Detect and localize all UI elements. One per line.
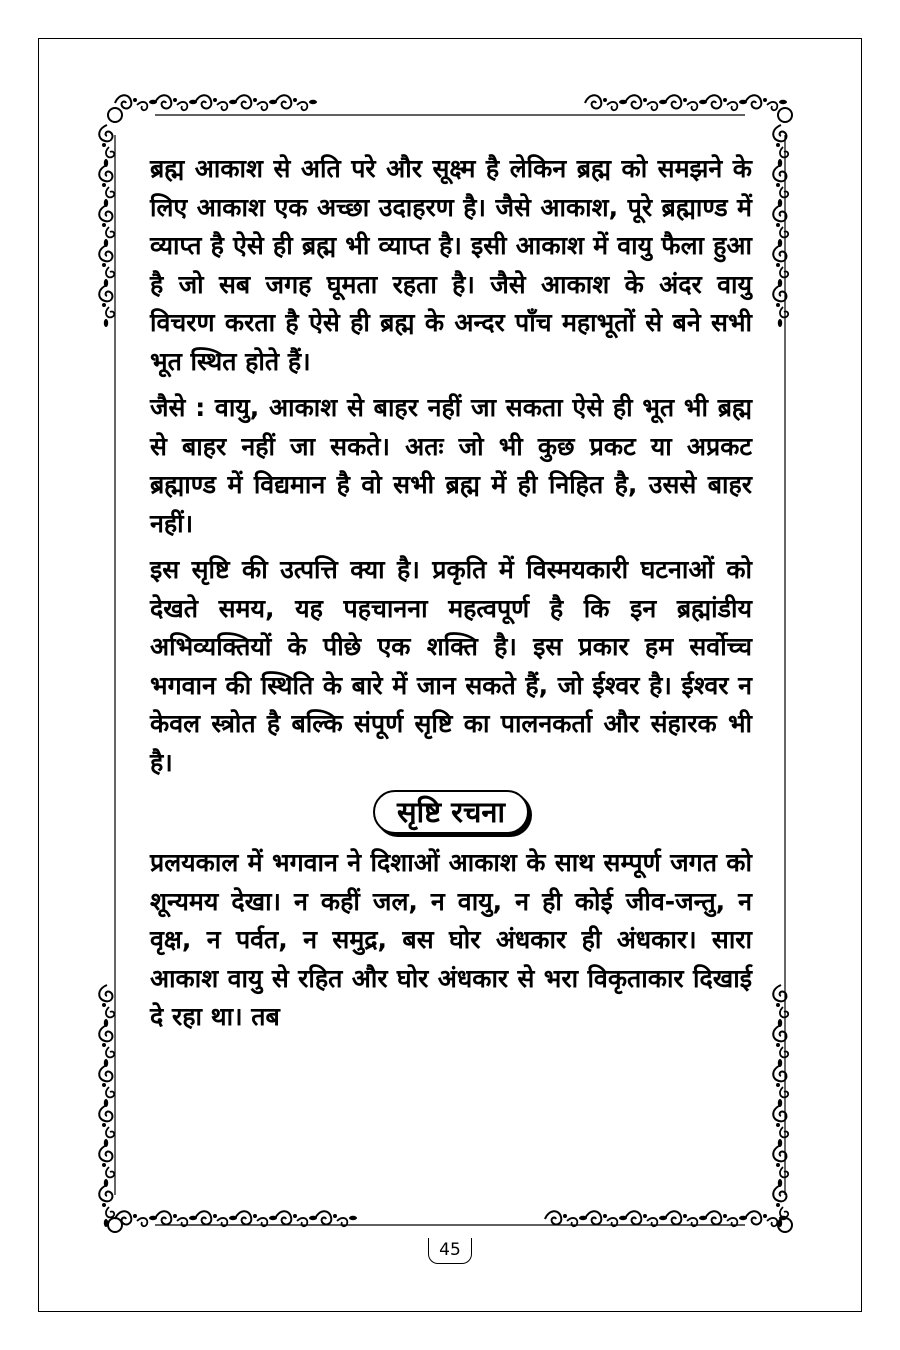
section-heading: सृष्टि रचना <box>373 790 529 834</box>
paragraph-1: ब्रह्म आकाश से अति परे और सूक्ष्म है लेकिन ब्रह्म को समझने के लिए आकाश एक अच्छा उदाहरण है। जैसे आकाश, पूरे ब्रह्माण्ड में व्याप्त है ऐसे ही ब्रह्म भी व्याप्त है। इसी आकाश में वायु फैला हुआ है जो सब जगह घूमता रहता है। जैसे आकाश के अंदर वायु विचरण करता है ऐसे ही ब्रह्म के अन्दर पाँच महाभूतों से बने सभी भूत स्थित होते हैं। <box>150 154 752 376</box>
page-content <box>150 150 752 1045</box>
paragraph-3: इस सृष्टि की उत्पत्ति क्या है। प्रकृति में विस्मयकारी घटनाओं को देखते समय, यह पहचानना महत्वपूर्ण है कि इन ब्रह्मांडीय अभिव्यक्तियों के पीछे एक शक्ति है। इस प्रकार हम सर्वोच्च भगवान की स्थिति के बारे में जान सकते हैं, जो ईश्वर है। ईश्वर न केवल स्त्रोत है बल्कि संपूर्ण सृष्टि का पालनकर्ता और संहारक भी है। <box>150 555 752 777</box>
page-number: 45 <box>428 1238 472 1264</box>
section-heading-wrapper <box>150 790 752 834</box>
paragraph-2: जैसे : वायु, आकाश से बाहर नहीं जा सकता ऐसे ही भूत भी ब्रह्म से बाहर नहीं जा सकते। अतः जो भी कुछ प्रकट या अप्रकट ब्रह्माण्ड में विद्यमान है वो सभी ब्रह्म में ही निहित है, उससे बाहर नहीं। <box>150 393 752 538</box>
paragraph-4: प्रलयकाल में भगवान ने दिशाओं आकाश के साथ सम्पूर्ण जगत को शून्यमय देखा। न कहीं जल, न वायु, न ही कोई जीव-जन्तु, न वृक्ष, न पर्वत, न समुद्र, बस घोर अंधकार ही अंधकार। सारा आकाश वायु से रहित और घोर अंधकार से भरा विकृताकार दिखाई दे रहा था। तब <box>150 848 752 1031</box>
